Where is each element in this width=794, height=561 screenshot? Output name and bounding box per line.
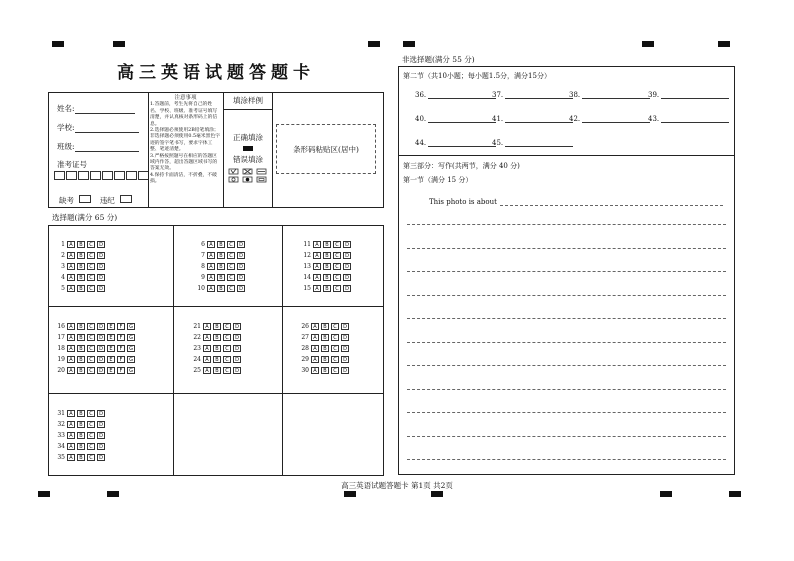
question-number: 9 bbox=[201, 274, 205, 281]
answer-bubble[interactable]: D bbox=[343, 263, 351, 270]
question-row bbox=[191, 355, 243, 364]
answer-bubble[interactable]: B bbox=[77, 410, 85, 417]
answer-bubble[interactable]: C bbox=[227, 241, 235, 248]
answer-bubble[interactable]: B bbox=[217, 274, 225, 281]
question-number: 20 bbox=[57, 367, 65, 374]
answer-bubble[interactable]: D bbox=[97, 334, 105, 341]
alignment-mark bbox=[52, 41, 64, 47]
question-number: 17 bbox=[57, 334, 65, 341]
answer-bubble[interactable]: A bbox=[311, 323, 319, 330]
question-number: 13 bbox=[303, 263, 311, 270]
question-number: 29 bbox=[301, 356, 309, 363]
answer-bubble[interactable]: C bbox=[331, 356, 339, 363]
answer-bubble[interactable]: B bbox=[323, 274, 331, 281]
answer-bubble[interactable]: C bbox=[87, 454, 95, 461]
answer-bubble[interactable]: B bbox=[77, 367, 85, 374]
answer-bubble[interactable]: E bbox=[107, 334, 115, 341]
question-row bbox=[299, 344, 351, 353]
answer-bubble[interactable]: F bbox=[117, 345, 125, 352]
answer-bubble[interactable]: A bbox=[67, 443, 75, 450]
writing-line[interactable] bbox=[407, 459, 726, 460]
question-number: 4 bbox=[61, 274, 65, 281]
answer-bubble[interactable]: C bbox=[331, 367, 339, 374]
answer-bubble[interactable]: B bbox=[77, 432, 85, 439]
blank-42[interactable]: 42. bbox=[569, 114, 650, 123]
question-row bbox=[55, 273, 107, 282]
alignment-mark bbox=[368, 41, 380, 47]
answer-bubble[interactable]: A bbox=[207, 241, 215, 248]
mc-section-label: 选择题(满分 65 分) bbox=[52, 213, 118, 222]
question-number: 35 bbox=[57, 454, 65, 461]
writing-line[interactable] bbox=[407, 389, 726, 390]
answer-bubble[interactable]: D bbox=[237, 241, 245, 248]
writing-prompt-line[interactable] bbox=[429, 198, 723, 206]
answer-bubble[interactable]: C bbox=[333, 285, 341, 292]
name-field[interactable]: 姓名: bbox=[57, 103, 135, 114]
alignment-mark bbox=[729, 491, 741, 497]
answer-bubble[interactable]: C bbox=[87, 421, 95, 428]
question-number: 32 bbox=[57, 421, 65, 428]
question-row bbox=[55, 262, 107, 271]
answer-bubble[interactable]: A bbox=[203, 345, 211, 352]
class-field[interactable]: 班级: bbox=[57, 141, 139, 152]
answer-bubble[interactable]: B bbox=[321, 334, 329, 341]
answer-bubble[interactable]: A bbox=[311, 356, 319, 363]
question-row bbox=[195, 262, 247, 271]
answer-bubble[interactable]: B bbox=[213, 345, 221, 352]
answer-bubble[interactable]: A bbox=[67, 432, 75, 439]
answer-bubble[interactable]: B bbox=[321, 367, 329, 374]
answer-bubble[interactable]: B bbox=[217, 241, 225, 248]
answer-bubble[interactable]: D bbox=[233, 367, 241, 374]
page-footer: 高三英语试题答题卡 第1页 共2页 bbox=[341, 481, 453, 490]
answer-bubble[interactable]: B bbox=[323, 263, 331, 270]
answer-bubble[interactable]: G bbox=[127, 367, 135, 374]
writing-line[interactable] bbox=[407, 248, 726, 249]
answer-bubble[interactable]: A bbox=[67, 252, 75, 259]
non-mc-heading: 非选择题(满分 55 分) bbox=[402, 55, 475, 64]
question-row bbox=[299, 355, 351, 364]
question-number: 12 bbox=[303, 252, 311, 259]
exam-number-label: 准考证号 bbox=[57, 160, 87, 169]
question-number: 30 bbox=[301, 367, 309, 374]
answer-bubble[interactable]: C bbox=[87, 432, 95, 439]
answer-bubble[interactable]: D bbox=[237, 274, 245, 281]
answer-bubble[interactable]: E bbox=[107, 367, 115, 374]
alignment-mark bbox=[38, 491, 50, 497]
question-row bbox=[301, 262, 353, 271]
answer-bubble[interactable]: D bbox=[237, 252, 245, 259]
question-row bbox=[55, 420, 107, 429]
section-divider bbox=[399, 155, 734, 156]
answer-bubble[interactable]: A bbox=[207, 285, 215, 292]
answer-bubble[interactable]: A bbox=[67, 367, 75, 374]
answer-bubble[interactable]: C bbox=[87, 345, 95, 352]
answer-bubble[interactable]: C bbox=[223, 356, 231, 363]
answer-bubble[interactable]: D bbox=[97, 345, 105, 352]
alignment-mark bbox=[113, 41, 125, 47]
answer-bubble[interactable]: C bbox=[87, 241, 95, 248]
question-row bbox=[191, 322, 243, 331]
correct-fill-label: 正确填涂 bbox=[233, 133, 263, 142]
question-row bbox=[301, 284, 353, 293]
answer-bubble[interactable]: D bbox=[97, 323, 105, 330]
alignment-mark bbox=[431, 491, 443, 497]
answer-bubble[interactable]: C bbox=[331, 334, 339, 341]
notice-item: 4.保持卡面清洁，不折叠，不破损。 bbox=[150, 172, 217, 185]
answer-bubble[interactable]: A bbox=[313, 263, 321, 270]
answer-bubble[interactable]: C bbox=[331, 345, 339, 352]
question-row bbox=[55, 333, 137, 342]
answer-bubble[interactable]: C bbox=[87, 285, 95, 292]
correct-fill-mark bbox=[243, 146, 253, 151]
blank-41[interactable]: 41. bbox=[492, 114, 573, 123]
question-row bbox=[191, 333, 243, 342]
question-number: 5 bbox=[61, 285, 65, 292]
answer-bubble[interactable]: G bbox=[127, 356, 135, 363]
section2-label: 第二节（共10小题；每小题1.5分，满分15分） bbox=[403, 72, 551, 80]
answer-bubble[interactable]: A bbox=[313, 252, 321, 259]
question-number: 18 bbox=[57, 345, 65, 352]
answer-bubble[interactable]: B bbox=[77, 323, 85, 330]
answer-bubble[interactable]: D bbox=[341, 323, 349, 330]
blank-45[interactable]: 45. bbox=[492, 138, 573, 147]
answer-bubble[interactable]: A bbox=[67, 356, 75, 363]
answer-bubble[interactable]: D bbox=[97, 356, 105, 363]
question-row bbox=[55, 240, 107, 249]
answer-bubble[interactable]: D bbox=[97, 454, 105, 461]
question-row bbox=[299, 322, 351, 331]
question-number: 33 bbox=[57, 432, 65, 439]
blank-36[interactable]: 36. bbox=[415, 90, 496, 99]
answer-bubble[interactable]: G bbox=[127, 334, 135, 341]
answer-bubble[interactable]: C bbox=[223, 367, 231, 374]
writing-line[interactable] bbox=[407, 342, 726, 343]
notice-item: 2.选择题必须使用2B铅笔填涂；非选择题必须使用0.5毫米黑色字迹的签字笔书写，要求字体工整、笔迹清楚。 bbox=[150, 128, 220, 153]
answer-bubble[interactable]: D bbox=[343, 252, 351, 259]
answer-bubble[interactable]: A bbox=[67, 285, 75, 292]
answer-bubble[interactable]: A bbox=[203, 323, 211, 330]
question-number: 7 bbox=[201, 252, 205, 259]
answer-bubble[interactable]: D bbox=[343, 241, 351, 248]
grid-line bbox=[282, 226, 283, 475]
answer-bubble[interactable]: B bbox=[77, 345, 85, 352]
answer-bubble[interactable]: B bbox=[213, 334, 221, 341]
answer-bubble[interactable]: A bbox=[67, 274, 75, 281]
answer-bubble[interactable]: D bbox=[341, 334, 349, 341]
answer-bubble[interactable]: D bbox=[237, 263, 245, 270]
writing-line[interactable] bbox=[407, 365, 726, 366]
answer-bubble[interactable]: D bbox=[97, 241, 105, 248]
divider bbox=[272, 93, 273, 207]
answer-bubble[interactable]: B bbox=[323, 285, 331, 292]
answer-bubble[interactable]: A bbox=[207, 263, 215, 270]
answer-bubble[interactable]: E bbox=[107, 356, 115, 363]
answer-bubble[interactable]: B bbox=[213, 356, 221, 363]
answer-bubble[interactable]: F bbox=[117, 323, 125, 330]
answer-bubble[interactable]: C bbox=[87, 410, 95, 417]
writing-line[interactable] bbox=[407, 318, 726, 319]
blank-37[interactable]: 37. bbox=[492, 90, 573, 99]
grid-line bbox=[49, 393, 383, 394]
alignment-mark bbox=[642, 41, 654, 47]
answer-bubble[interactable]: C bbox=[333, 241, 341, 248]
answer-bubble[interactable]: A bbox=[203, 367, 211, 374]
answer-bubble[interactable]: A bbox=[313, 285, 321, 292]
answer-bubble[interactable]: B bbox=[217, 252, 225, 259]
answer-bubble[interactable]: B bbox=[77, 263, 85, 270]
question-number: 25 bbox=[193, 367, 201, 374]
answer-bubble[interactable]: C bbox=[227, 274, 235, 281]
exam-number-boxes[interactable] bbox=[54, 171, 150, 180]
answer-bubble[interactable]: C bbox=[331, 323, 339, 330]
answer-bubble[interactable]: C bbox=[87, 367, 95, 374]
answer-bubble[interactable]: A bbox=[67, 241, 75, 248]
answer-bubble[interactable]: F bbox=[117, 334, 125, 341]
grid-line bbox=[173, 226, 174, 475]
answer-bubble[interactable]: D bbox=[343, 274, 351, 281]
answer-bubble[interactable]: C bbox=[87, 334, 95, 341]
question-row bbox=[55, 442, 107, 451]
question-number: 22 bbox=[193, 334, 201, 341]
answer-bubble[interactable]: D bbox=[341, 356, 349, 363]
answer-bubble[interactable]: A bbox=[313, 274, 321, 281]
notice-item: 1.答题前，考生先将自己的姓名、学校、班级、准考证号填写清楚，并认真核对条形码上的信息。 bbox=[150, 102, 218, 127]
answer-bubble[interactable]: A bbox=[311, 367, 319, 374]
answer-bubble[interactable]: C bbox=[223, 334, 231, 341]
question-row bbox=[301, 240, 353, 249]
answer-bubble[interactable]: D bbox=[97, 274, 105, 281]
alignment-mark bbox=[403, 41, 415, 47]
answer-bubble[interactable]: B bbox=[321, 356, 329, 363]
alignment-mark bbox=[660, 491, 672, 497]
answer-bubble[interactable]: G bbox=[127, 345, 135, 352]
fill-sample bbox=[224, 93, 272, 207]
question-number: 1 bbox=[61, 241, 65, 248]
question-row bbox=[55, 322, 137, 331]
answer-bubble[interactable]: A bbox=[67, 345, 75, 352]
answer-bubble[interactable]: B bbox=[321, 323, 329, 330]
answer-bubble[interactable]: A bbox=[67, 410, 75, 417]
answer-bubble[interactable]: C bbox=[87, 443, 95, 450]
question-row bbox=[195, 273, 247, 282]
answer-bubble[interactable]: A bbox=[313, 241, 321, 248]
writing-line[interactable] bbox=[407, 295, 726, 296]
answer-bubble[interactable]: C bbox=[227, 285, 235, 292]
writing-line[interactable] bbox=[407, 224, 726, 225]
barcode-area: 条形码粘贴区(居中) bbox=[276, 124, 376, 174]
question-row bbox=[195, 240, 247, 249]
answer-bubble[interactable]: D bbox=[233, 323, 241, 330]
answer-bubble[interactable]: D bbox=[97, 285, 105, 292]
question-row bbox=[191, 366, 243, 375]
answer-bubble[interactable]: D bbox=[97, 410, 105, 417]
answer-bubble[interactable]: B bbox=[323, 241, 331, 248]
answer-bubble[interactable]: A bbox=[67, 263, 75, 270]
answer-bubble[interactable]: C bbox=[87, 274, 95, 281]
answer-bubble[interactable]: D bbox=[97, 367, 105, 374]
question-row bbox=[301, 251, 353, 260]
question-row bbox=[301, 273, 353, 282]
answer-bubble[interactable]: A bbox=[311, 345, 319, 352]
blank-38[interactable]: 38. bbox=[569, 90, 650, 99]
question-number: 31 bbox=[57, 410, 65, 417]
blank-44[interactable]: 44. bbox=[415, 138, 496, 147]
blank-43[interactable]: 43. bbox=[648, 114, 729, 123]
question-number: 28 bbox=[301, 345, 309, 352]
page-title: 高三英语试题答题卡 bbox=[117, 63, 315, 83]
wrong-fill-marks bbox=[227, 168, 269, 184]
answer-bubble[interactable]: B bbox=[77, 334, 85, 341]
answer-bubble[interactable]: D bbox=[343, 285, 351, 292]
answer-bubble[interactable]: C bbox=[333, 252, 341, 259]
answer-bubble[interactable]: G bbox=[127, 323, 135, 330]
notice-block bbox=[150, 95, 221, 186]
wrong-fill-label: 错误填涂 bbox=[233, 155, 263, 164]
answer-bubble[interactable]: C bbox=[333, 274, 341, 281]
answer-bubble[interactable]: A bbox=[67, 334, 75, 341]
answer-bubble[interactable]: B bbox=[77, 421, 85, 428]
question-row bbox=[299, 366, 351, 375]
answer-bubble[interactable]: B bbox=[77, 356, 85, 363]
question-number: 8 bbox=[201, 263, 205, 270]
blank-40[interactable]: 40. bbox=[415, 114, 496, 123]
question-row bbox=[55, 366, 137, 375]
notice-heading: 注意事项 bbox=[174, 95, 197, 101]
question-number: 19 bbox=[57, 356, 65, 363]
answer-bubble[interactable]: B bbox=[213, 367, 221, 374]
answer-bubble[interactable]: D bbox=[97, 421, 105, 428]
answer-bubble[interactable]: D bbox=[97, 252, 105, 259]
question-number: 16 bbox=[57, 323, 65, 330]
answer-bubble[interactable]: D bbox=[233, 345, 241, 352]
question-number: 2 bbox=[61, 252, 65, 259]
answer-bubble[interactable]: B bbox=[77, 274, 85, 281]
answer-bubble[interactable]: E bbox=[107, 345, 115, 352]
answer-bubble[interactable]: C bbox=[227, 252, 235, 259]
question-number: 10 bbox=[197, 285, 205, 292]
answer-bubble[interactable]: D bbox=[97, 432, 105, 439]
absent-field[interactable]: 缺考 违纪 bbox=[59, 195, 132, 206]
answer-bubble[interactable]: B bbox=[217, 263, 225, 270]
writing-line[interactable] bbox=[407, 271, 726, 272]
answer-bubble[interactable]: A bbox=[67, 421, 75, 428]
question-row bbox=[55, 355, 137, 364]
answer-bubble[interactable]: B bbox=[77, 252, 85, 259]
answer-bubble[interactable]: A bbox=[67, 323, 75, 330]
answer-bubble[interactable]: D bbox=[237, 285, 245, 292]
answer-bubble[interactable]: A bbox=[207, 274, 215, 281]
question-number: 34 bbox=[57, 443, 65, 450]
answer-bubble[interactable]: B bbox=[77, 285, 85, 292]
answer-bubble[interactable]: C bbox=[333, 263, 341, 270]
section3-label: 第三部分：写作(共两节，满分 40 分) bbox=[403, 162, 520, 170]
alignment-mark bbox=[107, 491, 119, 497]
answer-bubble[interactable]: B bbox=[217, 285, 225, 292]
grid-line bbox=[49, 306, 383, 307]
answer-bubble[interactable]: B bbox=[213, 323, 221, 330]
question-row bbox=[299, 333, 351, 342]
writing-line[interactable] bbox=[407, 436, 726, 437]
question-row bbox=[195, 251, 247, 260]
answer-bubble[interactable]: F bbox=[117, 367, 125, 374]
question-number: 6 bbox=[201, 241, 205, 248]
answer-bubble[interactable]: B bbox=[323, 252, 331, 259]
answer-bubble[interactable]: D bbox=[233, 356, 241, 363]
question-number: 26 bbox=[301, 323, 309, 330]
answer-bubble[interactable]: D bbox=[341, 345, 349, 352]
answer-bubble[interactable]: C bbox=[87, 252, 95, 259]
answer-bubble[interactable]: B bbox=[77, 443, 85, 450]
question-number: 27 bbox=[301, 334, 309, 341]
answer-bubble[interactable]: D bbox=[97, 443, 105, 450]
question-row bbox=[55, 453, 107, 462]
writing-prompt: This photo is about bbox=[429, 198, 497, 206]
answer-bubble[interactable]: A bbox=[203, 334, 211, 341]
answer-bubble[interactable]: C bbox=[87, 323, 95, 330]
question-number: 21 bbox=[193, 323, 201, 330]
answer-bubble[interactable]: D bbox=[97, 263, 105, 270]
answer-bubble[interactable]: A bbox=[203, 356, 211, 363]
notice-item: 3.严格按照题号在相应的答题区域内作答，超出答题区域书写的答案无效。 bbox=[150, 153, 218, 172]
student-info-box bbox=[48, 92, 384, 208]
non-mc-answer-area bbox=[398, 66, 735, 475]
answer-bubble[interactable]: D bbox=[341, 367, 349, 374]
writing-line[interactable] bbox=[407, 412, 726, 413]
answer-bubble[interactable]: F bbox=[117, 356, 125, 363]
answer-bubble[interactable]: E bbox=[107, 323, 115, 330]
answer-bubble[interactable]: A bbox=[311, 334, 319, 341]
question-row bbox=[191, 344, 243, 353]
question-row bbox=[55, 284, 107, 293]
school-field[interactable]: 学校: bbox=[57, 122, 139, 133]
question-number: 14 bbox=[303, 274, 311, 281]
mc-answer-area bbox=[48, 225, 384, 476]
question-row bbox=[55, 409, 107, 418]
answer-bubble[interactable]: C bbox=[223, 345, 231, 352]
blank-39[interactable]: 39. bbox=[648, 90, 729, 99]
part1-label: 第一节（满分 15 分） bbox=[403, 176, 473, 184]
sample-heading: 填涂样例 bbox=[224, 93, 272, 110]
question-number: 11 bbox=[303, 241, 311, 248]
question-row bbox=[55, 344, 137, 353]
question-number: 24 bbox=[193, 356, 201, 363]
alignment-mark bbox=[344, 491, 356, 497]
alignment-mark bbox=[718, 41, 730, 47]
answer-bubble[interactable]: C bbox=[223, 323, 231, 330]
question-row bbox=[55, 251, 107, 260]
answer-bubble[interactable]: D bbox=[233, 334, 241, 341]
answer-bubble[interactable]: C bbox=[87, 356, 95, 363]
question-number: 3 bbox=[61, 263, 65, 270]
question-number: 23 bbox=[193, 345, 201, 352]
answer-bubble[interactable]: B bbox=[77, 454, 85, 461]
answer-bubble[interactable]: C bbox=[227, 263, 235, 270]
answer-bubble[interactable]: C bbox=[87, 263, 95, 270]
answer-bubble[interactable]: A bbox=[207, 252, 215, 259]
question-row bbox=[195, 284, 247, 293]
question-number: 15 bbox=[303, 285, 311, 292]
answer-bubble[interactable]: B bbox=[77, 241, 85, 248]
question-row bbox=[55, 431, 107, 440]
answer-bubble[interactable]: B bbox=[321, 345, 329, 352]
divider bbox=[148, 93, 149, 207]
answer-bubble[interactable]: A bbox=[67, 454, 75, 461]
